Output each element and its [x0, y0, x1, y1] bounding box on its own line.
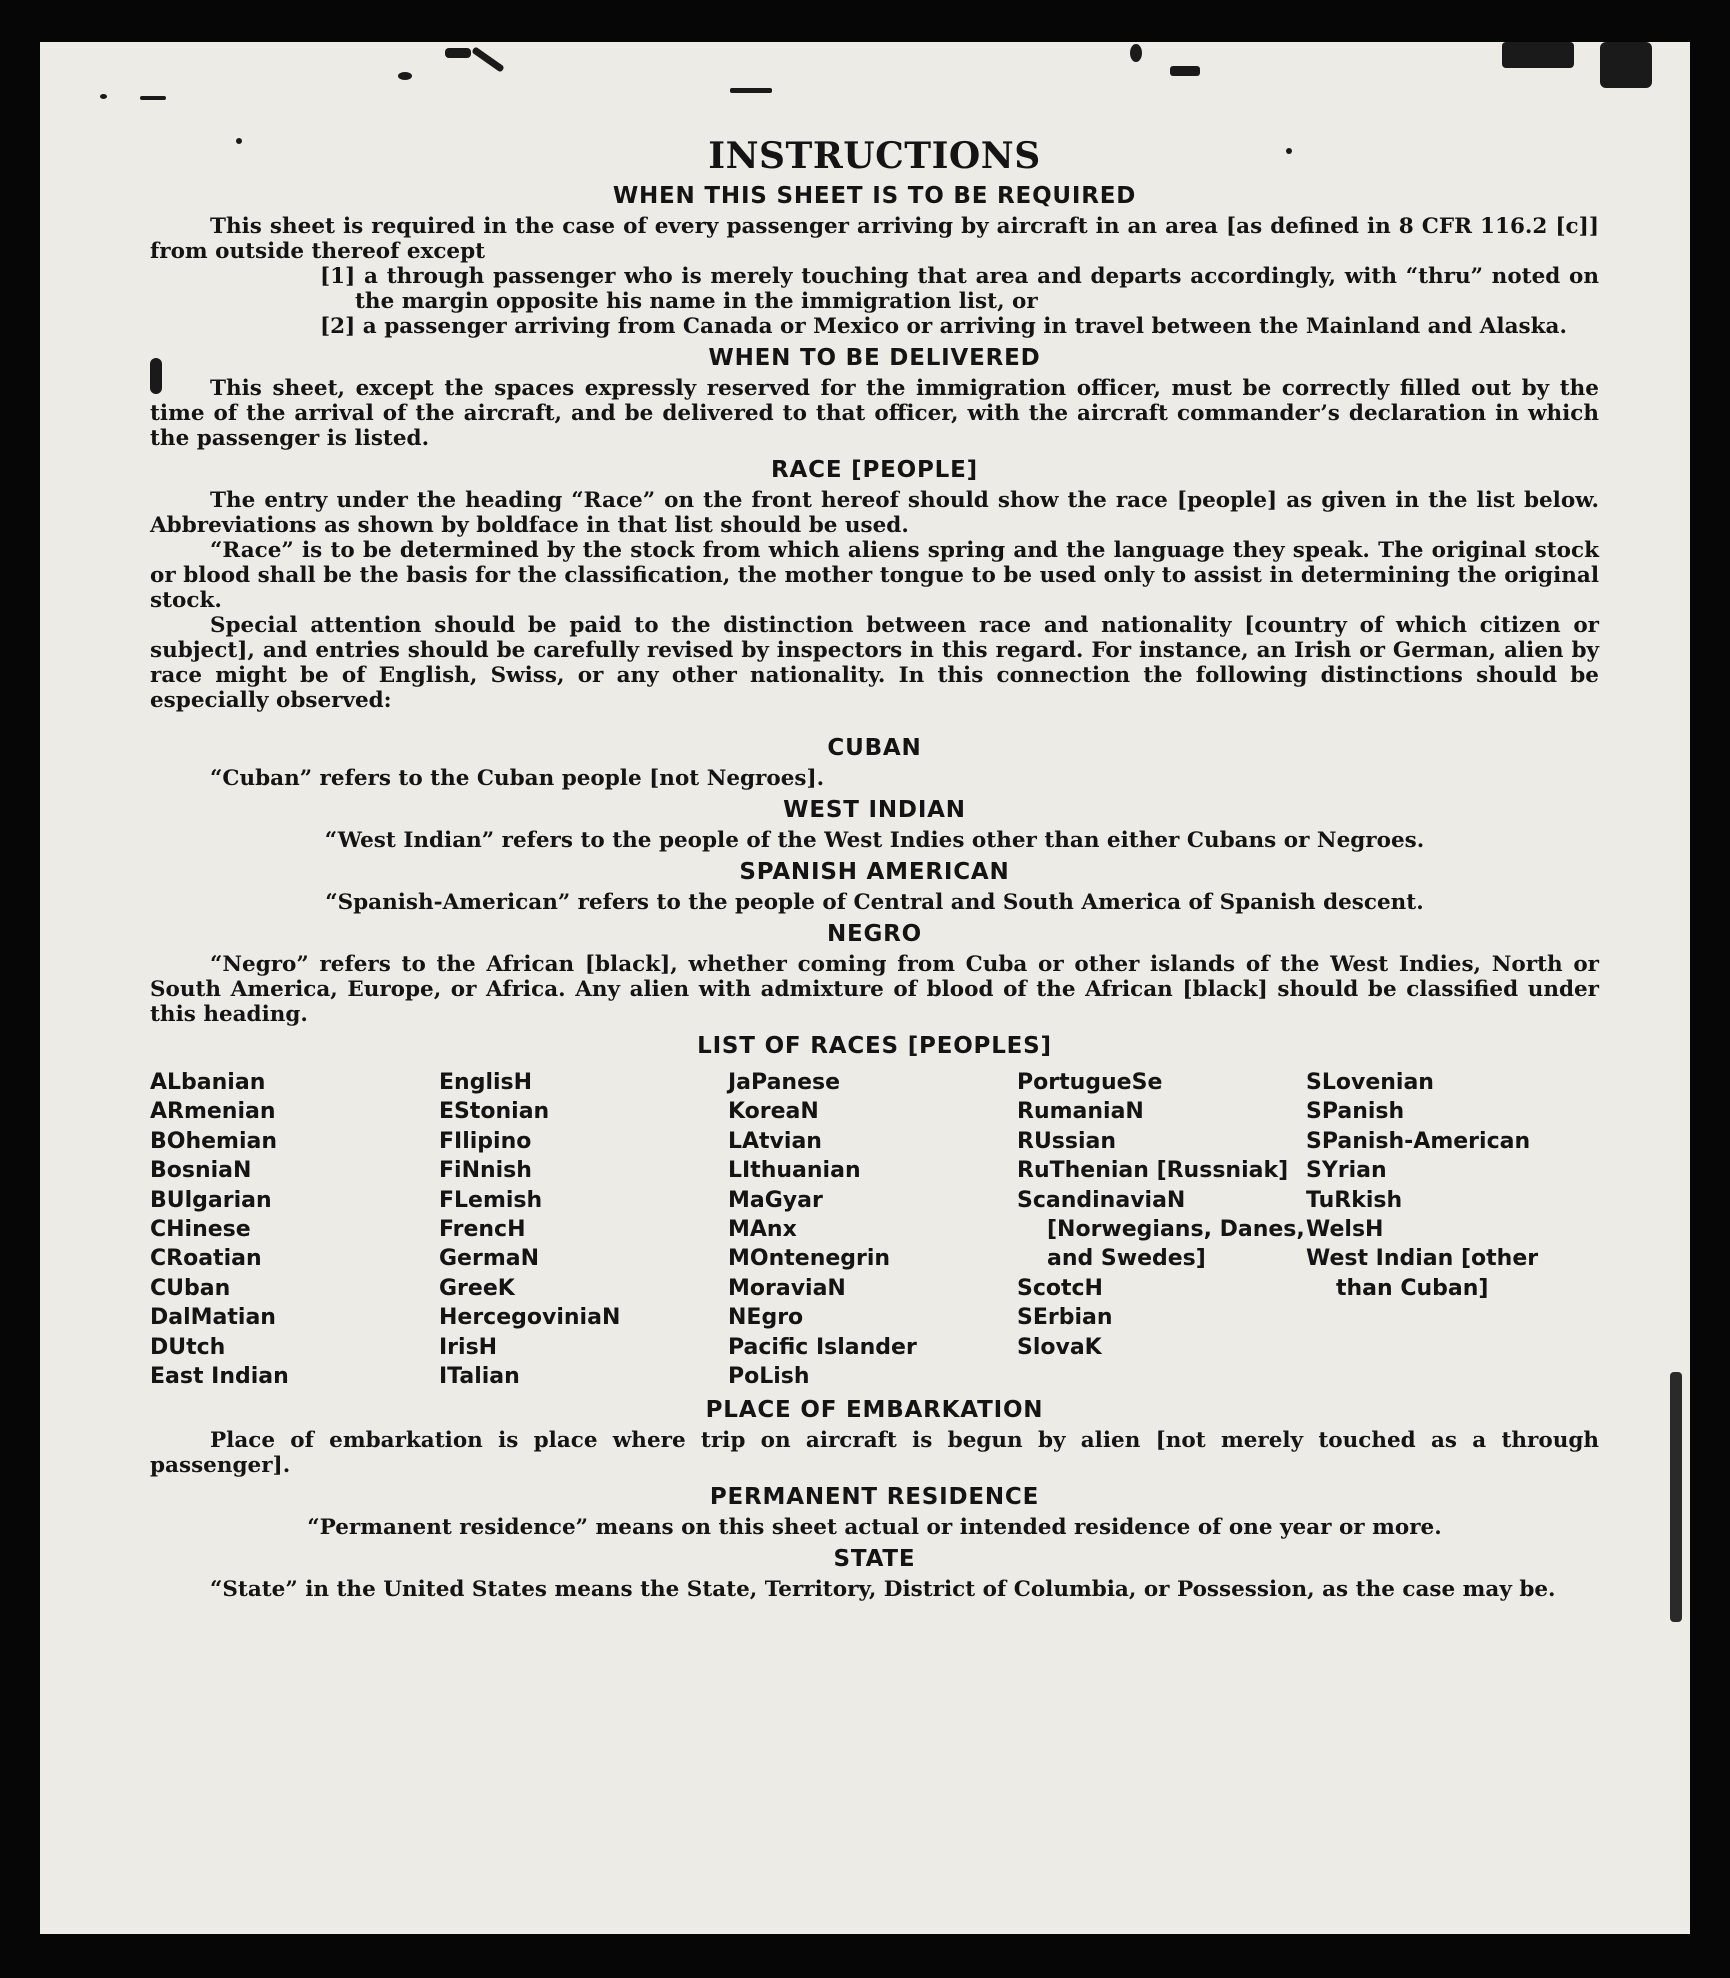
embarkation-text: Place of embarkation is place where trip on aircraft is begun by alien [not merely touched as a through passenger].	[150, 1428, 1599, 1479]
race-entry: East Indian	[150, 1364, 289, 1390]
race-entry: SLovenian	[1306, 1070, 1434, 1095]
race-entry: GreeK	[439, 1275, 515, 1301]
scan-speck	[1600, 42, 1652, 88]
scan-speck	[100, 94, 107, 99]
scan-speck	[471, 46, 505, 72]
race-entry: RuThenian [Russniak]	[1017, 1158, 1289, 1184]
race-paragraph: “Race” is to be determined by the stock from which aliens spring and the language they speak. The original stock or blood shall be the basis for the classification, the mother tongue to be used only to assist in determining the original stock.	[150, 538, 1599, 613]
race-entry: SlovaK	[1017, 1334, 1102, 1360]
section-heading-race: RACE [PEOPLE]	[771, 457, 978, 483]
race-entry: BOhemian	[150, 1128, 278, 1154]
exceptions-list	[150, 264, 1599, 339]
section-heading-state: STATE	[833, 1546, 916, 1573]
race-entry: LIthuanian	[728, 1158, 861, 1184]
negro-text: “Negro” refers to the African [black], whether coming from Cuba or other islands of the West Indies, North or South America, Europe, or Africa. Any alien with admixture of blood of the African [black] should be classified under this heading.	[150, 952, 1599, 1027]
race-entry: DUtch	[150, 1334, 226, 1360]
race-entry: SErbian	[1017, 1305, 1113, 1331]
scan-speck	[1670, 1372, 1682, 1622]
section-heading-negro: NEGRO	[826, 921, 923, 947]
required-intro: This sheet is required in the case of every passenger arriving by aircraft in an area [as defined in 8 CFR 116.2 [c]] from outside thereof except	[150, 214, 1599, 264]
scan-speck	[1130, 44, 1142, 62]
section-heading-cuban: CUBAN	[827, 735, 922, 761]
race-entry: WelsH	[1306, 1217, 1384, 1243]
race-entry: GermaN	[439, 1246, 540, 1272]
race-entry: RUssian	[1017, 1128, 1117, 1154]
spanish-american-text: “Spanish-American” refers to the people of Central and South America of Spanish descent.	[325, 890, 1424, 915]
exception-item: [1] a through passenger who is merely touching that area and departs accordingly, with “thru” noted on the margin opposite his name in the immigration list, or	[320, 264, 1599, 314]
scan-speck	[730, 88, 772, 93]
race-entry: HercegoviniaN	[439, 1305, 621, 1331]
race-paragraph: The entry under the heading “Race” on the front hereof should show the race [people] as given in the list below. Abbreviations as shown by boldface in that list should be used.	[150, 488, 1599, 538]
scan-speck	[445, 48, 471, 58]
races-column	[728, 1068, 1017, 1391]
race-entry: MAnx	[728, 1217, 797, 1243]
exception-item: [2] a passenger arriving from Canada or Mexico or arriving in travel between the Mainland and Alaska.	[320, 314, 1567, 339]
race-entry: JaPanese	[728, 1070, 841, 1095]
race-entry: NEgro	[728, 1305, 804, 1331]
races-column	[1306, 1068, 1599, 1391]
race-entry: RumaniaN	[1017, 1099, 1144, 1125]
race-entry: EStonian	[439, 1099, 550, 1125]
race-entry: FIlipino	[439, 1128, 532, 1154]
race-entry: ScandinaviaN [Norwegians, Danes, and Swedes]	[1017, 1187, 1305, 1272]
scan-speck	[1170, 66, 1200, 76]
race-entry: SYrian	[1306, 1158, 1387, 1184]
race-entry: CUban	[150, 1275, 231, 1301]
section-heading-delivered: WHEN TO BE DELIVERED	[708, 345, 1041, 371]
section-heading-spanish-american: SPANISH AMERICAN	[739, 859, 1010, 885]
instructions-content	[150, 135, 1599, 1602]
scan-speck	[398, 72, 412, 80]
delivered-text: This sheet, except the spaces expressly reserved for the immigration officer, must be correctly filled out by the time of the arrival of the aircraft, and be delivered to that officer, with the aircraft commander’s declaration in which the passenger is listed.	[150, 376, 1599, 451]
race-entry: FLemish	[439, 1187, 543, 1213]
races-column	[150, 1068, 439, 1391]
race-entry: DalMatian	[150, 1305, 276, 1331]
section-heading-residence: PERMANENT RESIDENCE	[709, 1484, 1040, 1511]
section-heading-west-indian: WEST INDIAN	[783, 797, 966, 823]
races-table	[150, 1068, 1599, 1391]
race-entry: MOntenegrin	[728, 1246, 891, 1272]
race-entry: EnglisH	[439, 1070, 533, 1095]
section-heading-races-list: LIST OF RACES [PEOPLES]	[697, 1033, 1052, 1059]
races-column	[1017, 1068, 1306, 1391]
race-entry: FiNnish	[439, 1158, 532, 1184]
race-entry: PoLish	[728, 1364, 810, 1390]
race-entry: BosniaN	[150, 1158, 252, 1184]
race-entry: ScotcH	[1017, 1275, 1103, 1301]
race-entry: MoraviaN	[728, 1275, 846, 1301]
residence-text: “Permanent residence” means on this sheet actual or intended residence of one year or more.	[307, 1515, 1442, 1541]
race-entry: West Indian [other than Cuban]	[1306, 1246, 1539, 1301]
race-entry: Pacific Islander	[728, 1334, 917, 1360]
scan-speck	[140, 96, 166, 100]
document-sheet	[40, 42, 1690, 1934]
race-entry: FrencH	[439, 1217, 526, 1243]
page-title: INSTRUCTIONS	[708, 135, 1041, 177]
race-paragraph: Special attention should be paid to the distinction between race and nationality [country of which citizen or subject], and entries should be carefully revised by inspectors in this regard. For instance, an Irish or German, alien by race might be of English, Swiss, or any other nationality. In this connection the following distinctions should be especially observed:	[150, 613, 1599, 713]
race-entry: ARmenian	[150, 1099, 276, 1125]
race-entry: PortugueSe	[1017, 1070, 1163, 1095]
section-heading-embarkation: PLACE OF EMBARKATION	[705, 1397, 1044, 1424]
race-entry: TuRkish	[1306, 1187, 1403, 1213]
race-entry: SPanish-American	[1306, 1128, 1531, 1154]
races-column	[439, 1068, 728, 1391]
cuban-text: “Cuban” refers to the Cuban people [not Negroes].	[210, 766, 825, 791]
race-entry: BUlgarian	[150, 1187, 272, 1213]
race-entry: MaGyar	[728, 1187, 823, 1213]
race-entry: IrisH	[439, 1334, 498, 1360]
section-heading-required: WHEN THIS SHEET IS TO BE REQUIRED	[612, 183, 1137, 209]
race-entry: ALbanian	[150, 1070, 266, 1095]
scan-speck	[1502, 42, 1574, 68]
race-entry: SPanish	[1306, 1099, 1405, 1125]
state-text: “State” in the United States means the State, Territory, District of Columbia, or Possession, as the case may be.	[210, 1577, 1556, 1603]
race-entry: CRoatian	[150, 1246, 262, 1272]
west-indian-text: “West Indian” refers to the people of the West Indies other than either Cubans or Negroes.	[324, 828, 1425, 853]
race-entry: KoreaN	[728, 1099, 819, 1125]
race-entry: ITalian	[439, 1364, 520, 1390]
race-entry: CHinese	[150, 1217, 251, 1243]
race-entry: LAtvian	[728, 1128, 822, 1154]
